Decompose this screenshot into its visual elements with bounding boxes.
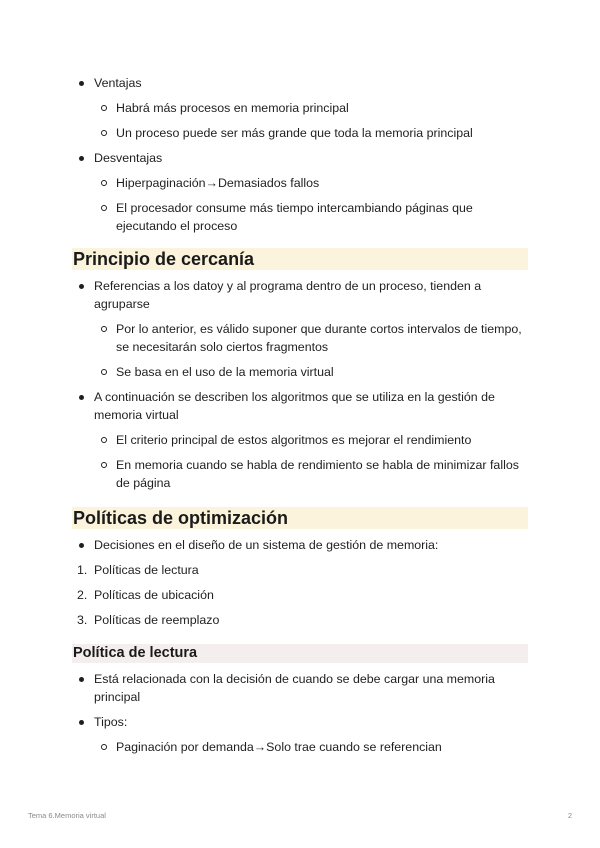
list-item-text: Ventajas <box>94 76 142 90</box>
bullet-icon <box>79 81 84 86</box>
bullet-icon <box>79 677 84 682</box>
document-page <box>72 72 528 756</box>
list-subitem <box>72 199 528 235</box>
list-item-text: Referencias a los datoy y al programa dentro de un proceso, tienden a agruparse <box>94 279 482 311</box>
list-item-text: Tipos: <box>94 715 128 729</box>
list-subitem <box>72 363 528 381</box>
section-heading-cercania: Principio de cercanía <box>72 248 528 270</box>
bullet-icon <box>79 543 84 548</box>
list-item-text: Hiperpaginación→Demasiados fallos <box>116 176 320 190</box>
circle-bullet-icon <box>101 326 107 332</box>
list-subitem <box>72 320 528 356</box>
footer-title: Tema 6.Memoria virtual <box>28 811 106 820</box>
numbered-item <box>72 611 528 629</box>
list-item <box>72 713 528 731</box>
page-number: 2 <box>567 811 572 820</box>
list-item-text: A continuación se describen los algoritmos que se utiliza en la gestión de memoria virtual <box>94 390 495 422</box>
list-item-text: Políticas de reemplazo <box>94 613 220 627</box>
list-item-text: Políticas de lectura <box>94 563 199 577</box>
bullet-icon <box>79 395 84 400</box>
list-item-text: Políticas de ubicación <box>94 588 214 602</box>
list-item-text: El procesador consume más tiempo intercambiando páginas que ejecutando el proceso <box>116 201 473 233</box>
numbered-item <box>72 561 528 579</box>
circle-bullet-icon <box>101 369 107 375</box>
list-item <box>72 536 528 554</box>
circle-bullet-icon <box>101 105 107 111</box>
list-item <box>72 149 528 167</box>
list-subitem <box>72 174 528 192</box>
bullet-icon <box>79 284 84 289</box>
list-number: 1. <box>77 563 88 577</box>
list-item-text: Decisiones en el diseño de un sistema de gestión de memoria: <box>94 538 439 552</box>
list-item-text: En memoria cuando se habla de rendimiento se habla de minimizar fallos de página <box>116 458 519 490</box>
list-item-text: Paginación por demanda→Solo trae cuando se referencian <box>116 740 442 754</box>
list-item-text: El criterio principal de estos algoritmos es mejorar el rendimiento <box>116 433 472 447</box>
circle-bullet-icon <box>101 744 107 750</box>
list-item-text: Se basa en el uso de la memoria virtual <box>116 365 334 379</box>
list-subitem <box>72 124 528 142</box>
bullet-icon <box>79 720 84 725</box>
list-item-text: Por lo anterior, es válido suponer que durante cortos intervalos de tiempo, se necesitarán solo ciertos fragmentos <box>116 322 522 354</box>
list-subitem <box>72 456 528 492</box>
list-item <box>72 388 528 424</box>
circle-bullet-icon <box>101 462 107 468</box>
list-number: 2. <box>77 588 88 602</box>
circle-bullet-icon <box>101 437 107 443</box>
list-item-text: Habrá más procesos en memoria principal <box>116 101 349 115</box>
list-item <box>72 670 528 706</box>
numbered-item <box>72 586 528 604</box>
section-heading-optimizacion: Políticas de optimización <box>72 507 528 529</box>
circle-bullet-icon <box>101 205 107 211</box>
circle-bullet-icon <box>101 130 107 136</box>
list-subitem <box>72 738 528 756</box>
circle-bullet-icon <box>101 180 107 186</box>
list-subitem <box>72 99 528 117</box>
list-subitem <box>72 431 528 449</box>
bullet-icon <box>79 156 84 161</box>
section-heading-lectura: Política de lectura <box>72 644 528 663</box>
list-item-text: Un proceso puede ser más grande que toda la memoria principal <box>116 126 473 140</box>
list-item <box>72 74 528 92</box>
list-item-text: Desventajas <box>94 151 163 165</box>
list-number: 3. <box>77 613 88 627</box>
list-item-text: Está relacionada con la decisión de cuando se debe cargar una memoria principal <box>94 672 495 704</box>
list-item <box>72 277 528 313</box>
